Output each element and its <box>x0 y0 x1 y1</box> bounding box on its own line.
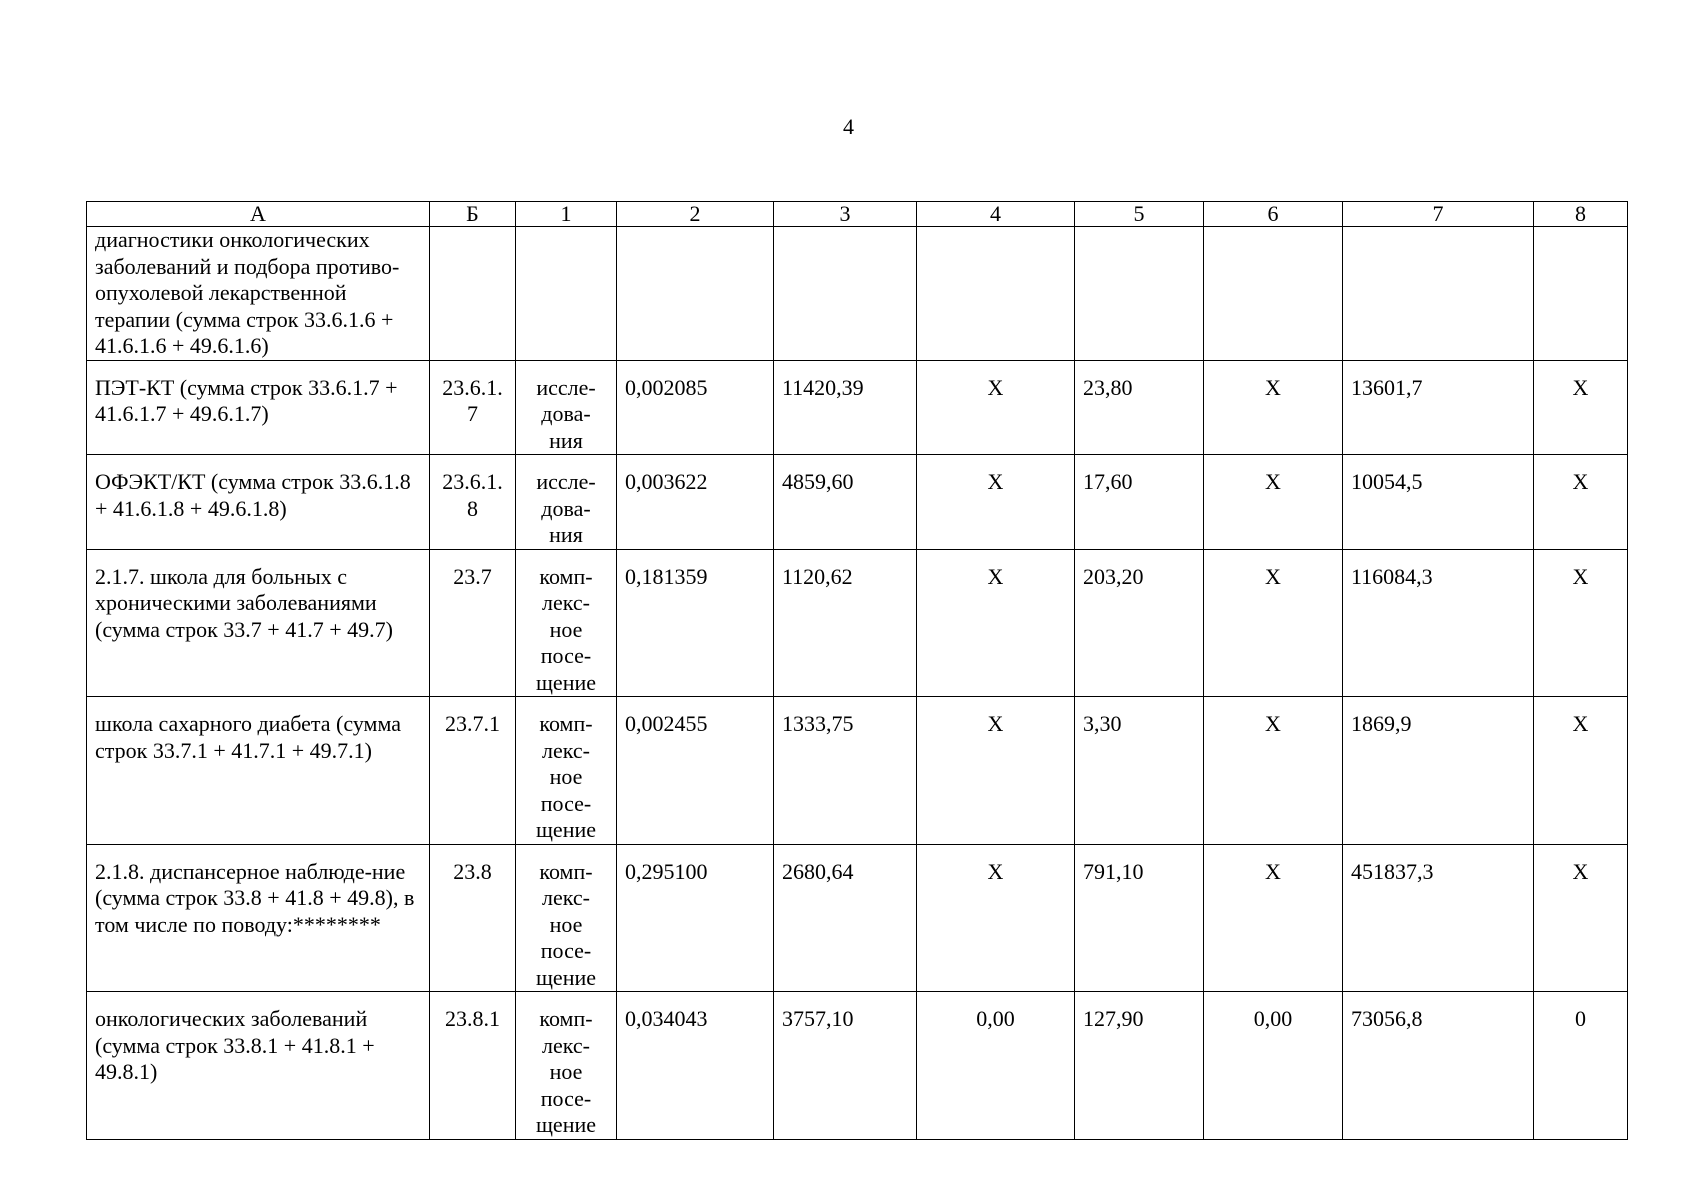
row-col5-cell: 23,80 <box>1075 360 1204 455</box>
unit-line: ное <box>549 911 583 937</box>
row-name-cell: онкологических заболеваний (сумма строк 33.8.1 + 41.8.1 + 49.8.1) <box>87 992 430 1140</box>
unit-line: лекс- <box>542 590 590 615</box>
row-name-cell: диагностики онкологических заболеваний и подбора противо-опухолевой лекарственной терапии (сумма строк 33.6.1.6 + 41.6.1.6 + 49.6.1.6) <box>87 227 430 361</box>
unit-line: щение <box>535 1112 597 1137</box>
row-col2-cell: 0,034043 <box>617 992 774 1140</box>
unit-line: щение <box>535 669 597 695</box>
table-row <box>87 992 1628 1140</box>
row-name-cell: ПЭТ-КТ (сумма строк 33.6.1.7 + 41.6.1.7 + 49.6.1.7) <box>87 360 430 455</box>
row-col5-cell <box>1075 227 1204 361</box>
unit-line: посе- <box>540 1085 592 1111</box>
table-row <box>87 844 1628 992</box>
tariff-table <box>86 201 1628 1140</box>
unit-line: посе- <box>540 938 592 963</box>
header-cell-7: 7 <box>1343 202 1534 227</box>
row-col6-cell: X <box>1204 844 1343 992</box>
row-name-cell: 2.1.8. диспансерное наблюде-ние (сумма строк 33.8 + 41.8 + 49.8), в том числе по поводу:******** <box>87 844 430 992</box>
row-code-cell: 23.7.1 <box>430 697 516 845</box>
row-col8-cell: X <box>1534 360 1628 455</box>
row-code-cell: 23.8.1 <box>430 992 516 1140</box>
row-col2-cell: 0,002455 <box>617 697 774 845</box>
row-col5-cell: 791,10 <box>1075 844 1204 992</box>
unit-line: лекс- <box>542 737 590 763</box>
row-col8-cell: X <box>1534 455 1628 550</box>
row-col6-cell: 0,00 <box>1204 992 1343 1140</box>
row-unit-cell <box>516 697 617 845</box>
header-row <box>87 202 1628 227</box>
row-col8-cell: X <box>1534 844 1628 992</box>
unit-line: дова- <box>541 401 591 426</box>
row-col8-cell: 0 <box>1534 992 1628 1140</box>
row-name-cell: школа сахарного диабета (сумма строк 33.7.1 + 41.7.1 + 49.7.1) <box>87 697 430 845</box>
row-col8-cell: X <box>1534 697 1628 845</box>
unit-line: ния <box>549 522 583 547</box>
unit-line: комп- <box>539 1006 593 1031</box>
row-unit-cell <box>516 360 617 455</box>
header-cell-6: 6 <box>1204 202 1343 227</box>
row-col6-cell <box>1204 227 1343 361</box>
row-col2-cell: 0,003622 <box>617 455 774 550</box>
unit-line: посе- <box>540 643 592 668</box>
unit-line: лекс- <box>542 1032 590 1058</box>
row-col5-cell: 17,60 <box>1075 455 1204 550</box>
unit-line: ное <box>549 1059 583 1084</box>
unit-line: щение <box>535 817 597 842</box>
row-col3-cell <box>774 227 917 361</box>
row-col4-cell <box>917 227 1075 361</box>
row-col2-cell: 0,002085 <box>617 360 774 455</box>
unit-line: иссле- <box>536 374 596 400</box>
header-cell-8: 8 <box>1534 202 1628 227</box>
header-cell-4: 4 <box>917 202 1075 227</box>
header-cell-a: А <box>87 202 430 227</box>
header-cell-5: 5 <box>1075 202 1204 227</box>
unit-line: дова- <box>541 495 591 521</box>
row-col7-cell: 1869,9 <box>1343 697 1534 845</box>
row-col4-cell: X <box>917 455 1075 550</box>
table-row <box>87 227 1628 361</box>
row-col7-cell: 13601,7 <box>1343 360 1534 455</box>
row-col7-cell <box>1343 227 1534 361</box>
row-col4-cell: X <box>917 360 1075 455</box>
row-unit-cell <box>516 455 617 550</box>
unit-line: иссле- <box>536 469 596 494</box>
row-col2-cell: 0,295100 <box>617 844 774 992</box>
unit-line: щение <box>535 964 597 990</box>
unit-line: ния <box>549 427 583 453</box>
table-row <box>87 455 1628 550</box>
unit-line: комп- <box>539 858 593 884</box>
row-col7-cell: 73056,8 <box>1343 992 1534 1140</box>
row-code-cell: 23.7 <box>430 549 516 697</box>
unit-line: лекс- <box>542 885 590 910</box>
row-col6-cell: X <box>1204 697 1343 845</box>
unit-line: ное <box>549 764 583 789</box>
row-col3-cell: 1120,62 <box>774 549 917 697</box>
row-unit-cell <box>516 227 617 361</box>
row-col7-cell: 116084,3 <box>1343 549 1534 697</box>
table-row <box>87 360 1628 455</box>
row-col3-cell: 2680,64 <box>774 844 917 992</box>
row-name-cell: 2.1.7. школа для больных с хроническими заболеваниями (сумма строк 33.7 + 41.7 + 49.7) <box>87 549 430 697</box>
row-col4-cell: X <box>917 549 1075 697</box>
row-col4-cell: 0,00 <box>917 992 1075 1140</box>
row-col8-cell <box>1534 227 1628 361</box>
page-number: 4 <box>843 114 854 139</box>
table-row <box>87 549 1628 697</box>
row-col2-cell: 0,181359 <box>617 549 774 697</box>
row-col4-cell: X <box>917 844 1075 992</box>
row-col7-cell: 451837,3 <box>1343 844 1534 992</box>
header-cell-1: 1 <box>516 202 617 227</box>
row-col8-cell: X <box>1534 549 1628 697</box>
row-col6-cell: X <box>1204 549 1343 697</box>
row-col3-cell: 3757,10 <box>774 992 917 1140</box>
row-code-cell: 23.8 <box>430 844 516 992</box>
row-name-cell: ОФЭКТ/КТ (сумма строк 33.6.1.8 + 41.6.1.8 + 49.6.1.8) <box>87 455 430 550</box>
row-col2-cell <box>617 227 774 361</box>
row-col5-cell: 127,90 <box>1075 992 1204 1140</box>
unit-line: ное <box>549 616 583 642</box>
header-cell-b: Б <box>430 202 516 227</box>
row-col3-cell: 11420,39 <box>774 360 917 455</box>
row-code-cell <box>430 227 516 361</box>
row-unit-cell <box>516 844 617 992</box>
row-unit-cell <box>516 549 617 697</box>
row-code-cell: 23.6.1.8 <box>430 455 516 550</box>
row-code-cell: 23.6.1.7 <box>430 360 516 455</box>
row-col5-cell: 203,20 <box>1075 549 1204 697</box>
row-col4-cell: X <box>917 697 1075 845</box>
header-cell-2: 2 <box>617 202 774 227</box>
table-row <box>87 697 1628 845</box>
unit-line: комп- <box>539 563 593 589</box>
row-col7-cell: 10054,5 <box>1343 455 1534 550</box>
unit-line: посе- <box>540 790 592 816</box>
header-cell-3: 3 <box>774 202 917 227</box>
row-col6-cell: X <box>1204 455 1343 550</box>
unit-line: комп- <box>539 711 593 736</box>
row-unit-cell <box>516 992 617 1140</box>
row-col6-cell: X <box>1204 360 1343 455</box>
row-col5-cell: 3,30 <box>1075 697 1204 845</box>
row-col3-cell: 4859,60 <box>774 455 917 550</box>
row-col3-cell: 1333,75 <box>774 697 917 845</box>
